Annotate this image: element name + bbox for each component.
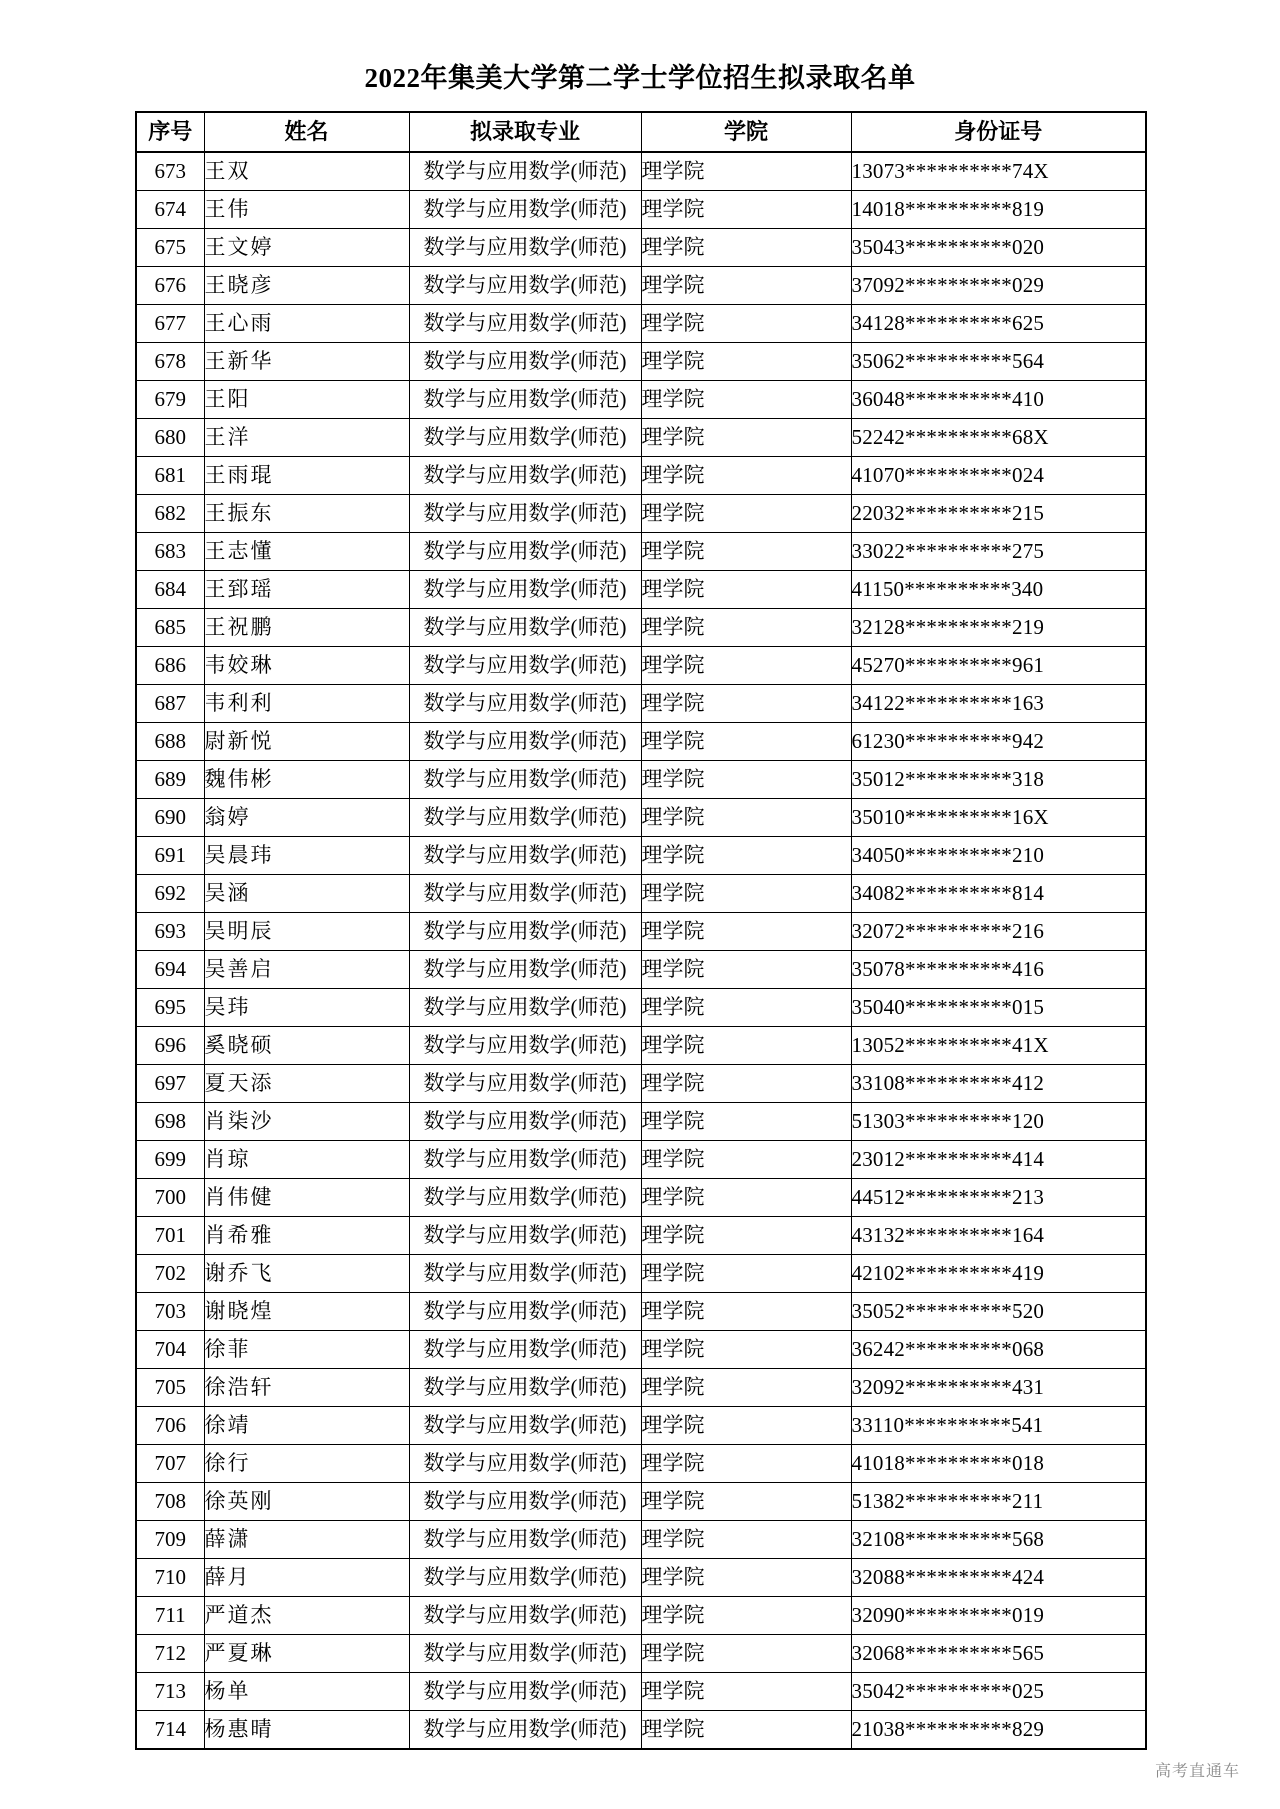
table-row	[136, 1635, 1146, 1673]
table-row	[136, 419, 1146, 457]
cell-seq: 684	[136, 571, 204, 609]
cell-college: 理学院	[641, 1635, 851, 1673]
cell-college: 理学院	[641, 533, 851, 571]
cell-college: 理学院	[641, 951, 851, 989]
cell-major: 数学与应用数学(师范)	[409, 419, 641, 457]
cell-id: 51382**********211	[851, 1483, 1146, 1521]
cell-college: 理学院	[641, 1103, 851, 1141]
cell-name: 徐浩轩	[204, 1369, 409, 1407]
cell-major: 数学与应用数学(师范)	[409, 457, 641, 495]
table-row	[136, 1407, 1146, 1445]
table-row	[136, 495, 1146, 533]
table-row	[136, 913, 1146, 951]
cell-name: 王祝鹏	[204, 609, 409, 647]
cell-id: 45270**********961	[851, 647, 1146, 685]
cell-major: 数学与应用数学(师范)	[409, 647, 641, 685]
cell-major: 数学与应用数学(师范)	[409, 305, 641, 343]
cell-major: 数学与应用数学(师范)	[409, 533, 641, 571]
cell-seq: 700	[136, 1179, 204, 1217]
cell-major: 数学与应用数学(师范)	[409, 1027, 641, 1065]
cell-id: 34082**********814	[851, 875, 1146, 913]
cell-college: 理学院	[641, 1331, 851, 1369]
cell-seq: 690	[136, 799, 204, 837]
cell-id: 33022**********275	[851, 533, 1146, 571]
cell-major: 数学与应用数学(师范)	[409, 685, 641, 723]
table-row	[136, 1483, 1146, 1521]
cell-seq: 689	[136, 761, 204, 799]
cell-name: 肖柒沙	[204, 1103, 409, 1141]
cell-name: 徐菲	[204, 1331, 409, 1369]
cell-college: 理学院	[641, 1521, 851, 1559]
cell-id: 13073**********74X	[851, 152, 1146, 191]
cell-seq: 707	[136, 1445, 204, 1483]
cell-major: 数学与应用数学(师范)	[409, 1711, 641, 1750]
cell-major: 数学与应用数学(师范)	[409, 1065, 641, 1103]
cell-name: 肖伟健	[204, 1179, 409, 1217]
cell-id: 13052**********41X	[851, 1027, 1146, 1065]
column-header-name: 姓名	[204, 112, 409, 152]
cell-name: 严夏琳	[204, 1635, 409, 1673]
cell-name: 杨单	[204, 1673, 409, 1711]
cell-major: 数学与应用数学(师范)	[409, 229, 641, 267]
cell-seq: 691	[136, 837, 204, 875]
cell-name: 夏天添	[204, 1065, 409, 1103]
cell-college: 理学院	[641, 1445, 851, 1483]
cell-id: 36048**********410	[851, 381, 1146, 419]
cell-id: 35078**********416	[851, 951, 1146, 989]
cell-seq: 702	[136, 1255, 204, 1293]
table-row	[136, 1445, 1146, 1483]
cell-major: 数学与应用数学(师范)	[409, 1293, 641, 1331]
cell-seq: 693	[136, 913, 204, 951]
cell-seq: 706	[136, 1407, 204, 1445]
cell-college: 理学院	[641, 152, 851, 191]
cell-name: 王双	[204, 152, 409, 191]
cell-id: 35062**********564	[851, 343, 1146, 381]
cell-major: 数学与应用数学(师范)	[409, 1255, 641, 1293]
cell-seq: 679	[136, 381, 204, 419]
cell-name: 肖希雅	[204, 1217, 409, 1255]
column-header-id: 身份证号	[851, 112, 1146, 152]
cell-id: 33110**********541	[851, 1407, 1146, 1445]
cell-major: 数学与应用数学(师范)	[409, 1445, 641, 1483]
table-row	[136, 571, 1146, 609]
cell-major: 数学与应用数学(师范)	[409, 152, 641, 191]
cell-name: 肖琼	[204, 1141, 409, 1179]
cell-college: 理学院	[641, 1217, 851, 1255]
table-row	[136, 1027, 1146, 1065]
cell-college: 理学院	[641, 343, 851, 381]
cell-seq: 678	[136, 343, 204, 381]
cell-college: 理学院	[641, 989, 851, 1027]
cell-major: 数学与应用数学(师范)	[409, 381, 641, 419]
cell-seq: 681	[136, 457, 204, 495]
page-title: 2022年集美大学第二学士学位招生拟录取名单	[364, 63, 916, 93]
cell-major: 数学与应用数学(师范)	[409, 571, 641, 609]
cell-college: 理学院	[641, 1407, 851, 1445]
cell-major: 数学与应用数学(师范)	[409, 1673, 641, 1711]
cell-college: 理学院	[641, 419, 851, 457]
cell-major: 数学与应用数学(师范)	[409, 875, 641, 913]
cell-id: 23012**********414	[851, 1141, 1146, 1179]
table-body	[136, 152, 1146, 1749]
table-row	[136, 799, 1146, 837]
roster-table-container	[135, 111, 1145, 1750]
cell-id: 35040**********015	[851, 989, 1146, 1027]
cell-id: 32068**********565	[851, 1635, 1146, 1673]
cell-id: 32088**********424	[851, 1559, 1146, 1597]
cell-name: 魏伟彬	[204, 761, 409, 799]
cell-major: 数学与应用数学(师范)	[409, 1141, 641, 1179]
table-row	[136, 1141, 1146, 1179]
cell-id: 35010**********16X	[851, 799, 1146, 837]
cell-college: 理学院	[641, 723, 851, 761]
table-row	[136, 1711, 1146, 1750]
table-row	[136, 343, 1146, 381]
cell-id: 41070**********024	[851, 457, 1146, 495]
cell-id: 32128**********219	[851, 609, 1146, 647]
cell-name: 吴明辰	[204, 913, 409, 951]
cell-major: 数学与应用数学(师范)	[409, 723, 641, 761]
table-row	[136, 647, 1146, 685]
cell-college: 理学院	[641, 229, 851, 267]
table-row	[136, 1331, 1146, 1369]
table-row	[136, 457, 1146, 495]
table-row	[136, 837, 1146, 875]
cell-seq: 688	[136, 723, 204, 761]
cell-id: 34050**********210	[851, 837, 1146, 875]
cell-major: 数学与应用数学(师范)	[409, 761, 641, 799]
table-header-row	[136, 112, 1146, 152]
column-header-college: 学院	[641, 112, 851, 152]
cell-id: 61230**********942	[851, 723, 1146, 761]
cell-id: 21038**********829	[851, 1711, 1146, 1750]
cell-seq: 687	[136, 685, 204, 723]
table-row	[136, 1179, 1146, 1217]
cell-seq: 712	[136, 1635, 204, 1673]
cell-major: 数学与应用数学(师范)	[409, 1483, 641, 1521]
cell-major: 数学与应用数学(师范)	[409, 837, 641, 875]
cell-major: 数学与应用数学(师范)	[409, 951, 641, 989]
cell-seq: 710	[136, 1559, 204, 1597]
cell-id: 34128**********625	[851, 305, 1146, 343]
cell-major: 数学与应用数学(师范)	[409, 1559, 641, 1597]
cell-seq: 695	[136, 989, 204, 1027]
cell-seq: 692	[136, 875, 204, 913]
cell-college: 理学院	[641, 1673, 851, 1711]
cell-major: 数学与应用数学(师范)	[409, 1521, 641, 1559]
cell-college: 理学院	[641, 1293, 851, 1331]
cell-seq: 701	[136, 1217, 204, 1255]
table-row	[136, 685, 1146, 723]
cell-name: 王新华	[204, 343, 409, 381]
cell-name: 王志懂	[204, 533, 409, 571]
table-row	[136, 267, 1146, 305]
cell-name: 吴涵	[204, 875, 409, 913]
cell-major: 数学与应用数学(师范)	[409, 1331, 641, 1369]
cell-college: 理学院	[641, 1597, 851, 1635]
table-row	[136, 989, 1146, 1027]
cell-seq: 697	[136, 1065, 204, 1103]
cell-seq: 711	[136, 1597, 204, 1635]
cell-id: 35012**********318	[851, 761, 1146, 799]
cell-id: 41150**********340	[851, 571, 1146, 609]
column-header-seq: 序号	[136, 112, 204, 152]
cell-seq: 682	[136, 495, 204, 533]
cell-major: 数学与应用数学(师范)	[409, 609, 641, 647]
cell-college: 理学院	[641, 837, 851, 875]
cell-name: 王伟	[204, 191, 409, 229]
cell-id: 33108**********412	[851, 1065, 1146, 1103]
table-row	[136, 761, 1146, 799]
cell-seq: 709	[136, 1521, 204, 1559]
table-row	[136, 533, 1146, 571]
cell-seq: 680	[136, 419, 204, 457]
cell-college: 理学院	[641, 191, 851, 229]
cell-major: 数学与应用数学(师范)	[409, 799, 641, 837]
cell-name: 徐英刚	[204, 1483, 409, 1521]
table-row	[136, 229, 1146, 267]
cell-college: 理学院	[641, 685, 851, 723]
cell-college: 理学院	[641, 457, 851, 495]
cell-id: 32090**********019	[851, 1597, 1146, 1635]
table-row	[136, 1255, 1146, 1293]
cell-college: 理学院	[641, 495, 851, 533]
table-row	[136, 1559, 1146, 1597]
table-row	[136, 723, 1146, 761]
cell-seq: 713	[136, 1673, 204, 1711]
cell-name: 王振东	[204, 495, 409, 533]
cell-college: 理学院	[641, 799, 851, 837]
cell-college: 理学院	[641, 571, 851, 609]
cell-major: 数学与应用数学(师范)	[409, 1179, 641, 1217]
cell-seq: 714	[136, 1711, 204, 1750]
cell-college: 理学院	[641, 913, 851, 951]
cell-college: 理学院	[641, 875, 851, 913]
cell-id: 36242**********068	[851, 1331, 1146, 1369]
cell-name: 谢晓煌	[204, 1293, 409, 1331]
cell-seq: 677	[136, 305, 204, 343]
cell-college: 理学院	[641, 1141, 851, 1179]
cell-college: 理学院	[641, 1369, 851, 1407]
cell-major: 数学与应用数学(师范)	[409, 1103, 641, 1141]
cell-name: 王洋	[204, 419, 409, 457]
cell-college: 理学院	[641, 1255, 851, 1293]
table-row	[136, 305, 1146, 343]
cell-college: 理学院	[641, 1179, 851, 1217]
cell-major: 数学与应用数学(师范)	[409, 1635, 641, 1673]
table-row	[136, 1369, 1146, 1407]
table-row	[136, 1103, 1146, 1141]
column-header-major: 拟录取专业	[409, 112, 641, 152]
cell-name: 严道杰	[204, 1597, 409, 1635]
table-row	[136, 1521, 1146, 1559]
roster-table	[135, 111, 1147, 1750]
cell-id: 52242**********68X	[851, 419, 1146, 457]
cell-college: 理学院	[641, 609, 851, 647]
cell-name: 翁婷	[204, 799, 409, 837]
cell-seq: 673	[136, 152, 204, 191]
cell-seq: 675	[136, 229, 204, 267]
cell-id: 35052**********520	[851, 1293, 1146, 1331]
cell-id: 32108**********568	[851, 1521, 1146, 1559]
table-row	[136, 1673, 1146, 1711]
cell-name: 吴晨玮	[204, 837, 409, 875]
cell-major: 数学与应用数学(师范)	[409, 1369, 641, 1407]
cell-name: 王晓彦	[204, 267, 409, 305]
cell-college: 理学院	[641, 267, 851, 305]
cell-seq: 694	[136, 951, 204, 989]
cell-college: 理学院	[641, 1559, 851, 1597]
cell-id: 34122**********163	[851, 685, 1146, 723]
cell-seq: 699	[136, 1141, 204, 1179]
cell-id: 32072**********216	[851, 913, 1146, 951]
cell-name: 谢乔飞	[204, 1255, 409, 1293]
cell-id: 41018**********018	[851, 1445, 1146, 1483]
cell-id: 14018**********819	[851, 191, 1146, 229]
cell-name: 徐行	[204, 1445, 409, 1483]
table-row	[136, 381, 1146, 419]
cell-seq: 686	[136, 647, 204, 685]
table-row	[136, 1217, 1146, 1255]
cell-major: 数学与应用数学(师范)	[409, 495, 641, 533]
cell-name: 韦利利	[204, 685, 409, 723]
cell-major: 数学与应用数学(师范)	[409, 191, 641, 229]
watermark: 高考直通车	[1154, 1763, 1240, 1780]
table-row	[136, 875, 1146, 913]
cell-name: 王郅瑶	[204, 571, 409, 609]
cell-major: 数学与应用数学(师范)	[409, 989, 641, 1027]
cell-name: 徐靖	[204, 1407, 409, 1445]
cell-major: 数学与应用数学(师范)	[409, 913, 641, 951]
cell-name: 尉新悦	[204, 723, 409, 761]
cell-major: 数学与应用数学(师范)	[409, 343, 641, 381]
table-header	[136, 112, 1146, 152]
cell-seq: 676	[136, 267, 204, 305]
cell-college: 理学院	[641, 761, 851, 799]
cell-name: 韦姣琳	[204, 647, 409, 685]
cell-college: 理学院	[641, 1027, 851, 1065]
cell-seq: 703	[136, 1293, 204, 1331]
cell-college: 理学院	[641, 647, 851, 685]
table-row	[136, 1293, 1146, 1331]
cell-seq: 696	[136, 1027, 204, 1065]
cell-major: 数学与应用数学(师范)	[409, 267, 641, 305]
cell-seq: 705	[136, 1369, 204, 1407]
cell-name: 王文婷	[204, 229, 409, 267]
cell-id: 42102**********419	[851, 1255, 1146, 1293]
cell-id: 35042**********025	[851, 1673, 1146, 1711]
cell-major: 数学与应用数学(师范)	[409, 1597, 641, 1635]
cell-seq: 674	[136, 191, 204, 229]
cell-name: 奚晓硕	[204, 1027, 409, 1065]
cell-major: 数学与应用数学(师范)	[409, 1217, 641, 1255]
cell-college: 理学院	[641, 381, 851, 419]
table-row	[136, 152, 1146, 191]
cell-seq: 708	[136, 1483, 204, 1521]
cell-college: 理学院	[641, 305, 851, 343]
cell-name: 薛月	[204, 1559, 409, 1597]
cell-id: 44512**********213	[851, 1179, 1146, 1217]
cell-name: 杨惠晴	[204, 1711, 409, 1750]
cell-seq: 704	[136, 1331, 204, 1369]
cell-id: 51303**********120	[851, 1103, 1146, 1141]
cell-major: 数学与应用数学(师范)	[409, 1407, 641, 1445]
cell-college: 理学院	[641, 1065, 851, 1103]
table-row	[136, 951, 1146, 989]
cell-id: 37092**********029	[851, 267, 1146, 305]
table-row	[136, 1597, 1146, 1635]
table-row	[136, 609, 1146, 647]
cell-name: 王心雨	[204, 305, 409, 343]
cell-id: 22032**********215	[851, 495, 1146, 533]
cell-name: 吴玮	[204, 989, 409, 1027]
cell-name: 薛潇	[204, 1521, 409, 1559]
table-row	[136, 1065, 1146, 1103]
cell-college: 理学院	[641, 1711, 851, 1750]
cell-id: 43132**********164	[851, 1217, 1146, 1255]
table-row	[136, 191, 1146, 229]
cell-name: 王阳	[204, 381, 409, 419]
cell-id: 35043**********020	[851, 229, 1146, 267]
cell-seq: 683	[136, 533, 204, 571]
cell-college: 理学院	[641, 1483, 851, 1521]
cell-seq: 685	[136, 609, 204, 647]
cell-name: 王雨琨	[204, 457, 409, 495]
cell-name: 吴善启	[204, 951, 409, 989]
cell-id: 32092**********431	[851, 1369, 1146, 1407]
cell-seq: 698	[136, 1103, 204, 1141]
